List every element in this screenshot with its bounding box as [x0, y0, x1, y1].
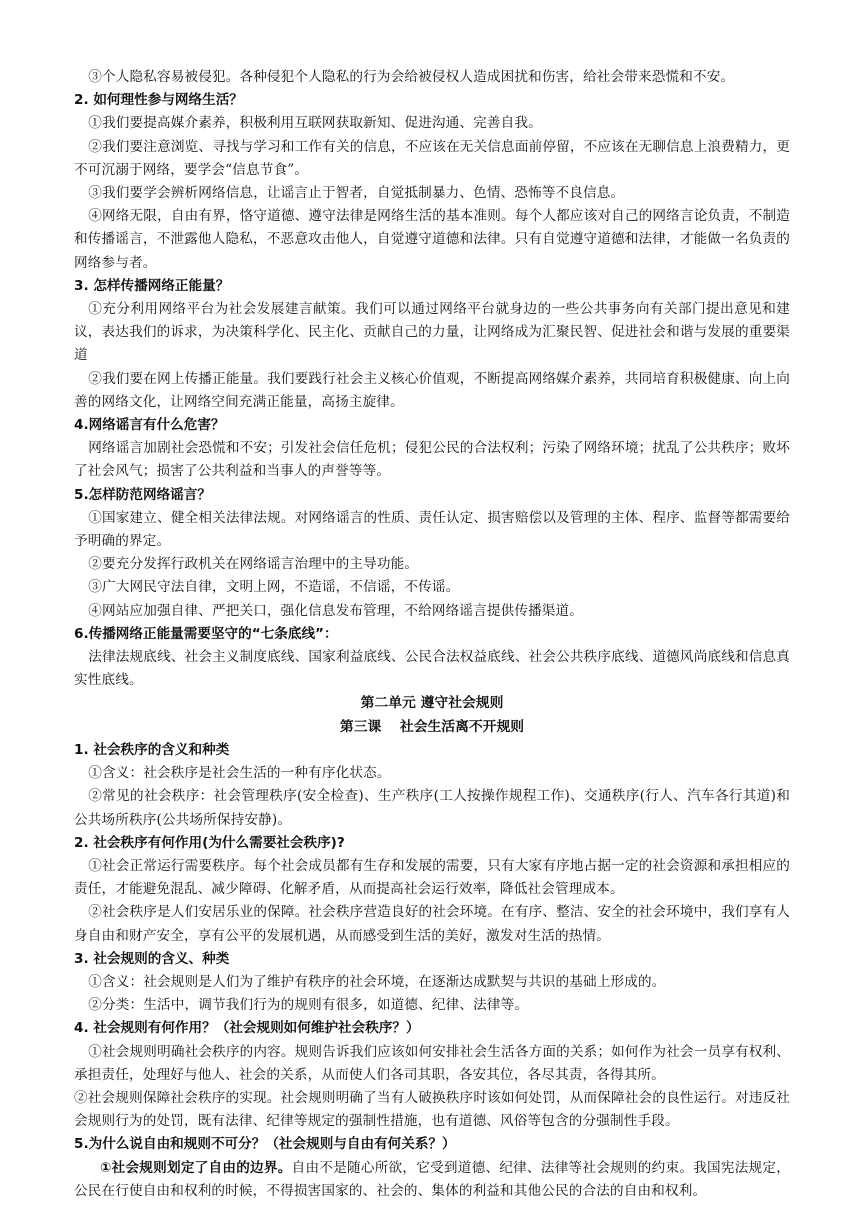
paragraph: ①含义：社会秩序是社会生活的一种有序化状态。: [88, 765, 391, 782]
paragraph: ②社会秩序是人们安居乐业的保障。社会秩序营造良好的社会环境。在有序、整洁、安全的社会环境中，我们享有人身自由和财产安全，享有公平的发展机遇，从而感受到生活的美好，激发对生活的热情。: [74, 904, 790, 944]
paragraph: ①社会正常运行需要秩序。每个社会成员都有生存和发展的需要，只有大家有序地占据一定的社会资源和承担相应的责任，才能避免混乱、减少障碍、化解矛盾，从而提高社会运行效率，降低社会管理成本。: [74, 857, 790, 898]
section-heading: 5.怎样防范网络谣言？: [74, 486, 211, 503]
section-heading: 4.网络谣言有什么危害？: [74, 417, 225, 434]
paragraph: ②要充分发挥行政机关在网络谣言治理中的主导功能。: [88, 556, 419, 573]
section-heading: 1. 社会秩序的含义和种类: [74, 741, 230, 758]
paragraph: ①国家建立、健全相关法律法规。对网络谣言的性质、责任认定、损害赔偿以及管理的主体、程序、监督等都需要给予明确的界定。: [74, 509, 790, 550]
paragraph: 网络谣言加剧社会恐慌和不安；引发社会信任危机；侵犯公民的合法权利；污染了网络环境；扰乱了公共秩序；败坏了社会风气；损害了公共利益和当事人的声誉等等。: [74, 440, 790, 480]
paragraph: ②我们要在网上传播正能量。我们要践行社会主义核心价值观，不断提高网络媒介素养，共同培育积极健康、向上向善的网络文化，让网络空间充满正能量，高扬主旋律。: [74, 370, 790, 410]
paragraph-text: 自由不是随心所欲，它受到道德、纪律、法律等社会规则的约束。我国宪法规定，公民在行使自由和权利的时候，不得损害国家的、社会的、集体的利益和其他公民的合法的自由和权利。: [74, 1159, 790, 1199]
paragraph: ④网络无限，自由有界，恪守道德、遵守法律是网络生活的基本准则。每个人都应该对自己的网络言论负责，不制造和传播谣言，不泄露他人隐私，不恶意攻击他人，自觉遵守道德和法律。只有自觉遵守道德和法律，才能做一名负责的网络参与者。: [74, 208, 790, 271]
paragraph: ②分类：生活中，调节我们行为的规则有很多，如道德、纪律、法律等。: [88, 997, 529, 1014]
paragraph: ①我们要提高媒介素养，积极利用互联网获取新知、促进沟通、完善自我。: [88, 115, 542, 132]
paragraph: ①充分利用网络平台为社会发展建言献策。我们可以通过网络平台就身边的一些公共事务向有关部门提出意见和建议，表达我们的诉求，为决策科学化、民主化、贡献自己的力量，让网络成为汇聚民智、促进社会和谐与发展的重要渠道: [74, 301, 790, 364]
document-body: [74, 66, 790, 1203]
bold-lead: ①社会规则划定了自由的边界。: [99, 1159, 292, 1176]
paragraph: ②常见的社会秩序：社会管理秩序(安全检查)、生产秩序(工人按操作规程工作)、交通秩序(行人、汽车各行其道)和公共场所秩序(公共场所保持安静)。: [74, 788, 790, 828]
section-heading: 6.传播网络正能量需要坚守的“七条底线”：: [74, 625, 338, 642]
section-heading: 4. 社会规则有何作用？（社会规则如何维护社会秩序？）: [74, 1020, 420, 1037]
section-heading: 3. 怎样传播网络正能量？: [74, 277, 230, 294]
paragraph: [74, 1157, 790, 1203]
section-heading: 2. 如何理性参与网络生活？: [74, 92, 243, 109]
paragraph: ②社会规则保障社会秩序的实现。社会规则明确了当有人破换秩序时该如何处罚，从而保障社会的良性运行。对违反社会规则行为的处罚，既有法律、纪律等规定的强制性措施，也有道德、风俗等包含的分强制性手段。: [74, 1089, 790, 1130]
paragraph: ③个人隐私容易被侵犯。各种侵犯个人隐私的行为会给被侵权人造成困扰和伤害，给社会带来恐慌和不安。: [88, 69, 735, 85]
paragraph: ②我们要注意浏览、寻找与学习和工作有关的信息，不应该在无关信息面前停留，不应该在无聊信息上浪费精力，更不可沉溺于网络，要学会“信息节食”。: [74, 138, 790, 178]
paragraph: ③广大网民守法自律，文明上网，不造谣，不信谣，不传谣。: [88, 579, 460, 596]
paragraph: ④网站应加强自律、严把关口，强化信息发布管理，不给网络谣言提供传播渠道。: [88, 602, 584, 619]
lesson-title: 第三课 社会生活离不开规则: [339, 718, 525, 735]
paragraph: 法律法规底线、社会主义制度底线、国家利益底线、公民合法权益底线、社会公共秩序底线、道德风尚底线和信息真实性底线。: [74, 649, 790, 689]
paragraph: ①含义：社会规则是人们为了维护有秩序的社会环境，在逐渐达成默契与共识的基础上形成的。: [88, 973, 666, 990]
paragraph: ③我们要学会辨析网络信息，让谣言止于智者，自觉抵制暴力、色情、恐怖等不良信息。: [88, 185, 625, 202]
paragraph: ①社会规则明确社会秩序的内容。规则告诉我们应该如何安排社会生活各方面的关系；如何作为社会一员享有权利、承担责任，处理好与他人、社会的关系，从而使人们各司其职，各安其位，各尽其责，各得其所。: [74, 1043, 790, 1083]
section-heading: 2. 社会秩序有何作用(为什么需要社会秩序)?: [74, 834, 345, 851]
section-heading: 5.为什么说自由和规则不可分？（社会规则与自由有何关系？）: [74, 1136, 456, 1153]
unit-title: 第二单元 遵守社会规则: [360, 695, 504, 712]
section-heading: 3. 社会规则的含义、种类: [74, 950, 230, 967]
